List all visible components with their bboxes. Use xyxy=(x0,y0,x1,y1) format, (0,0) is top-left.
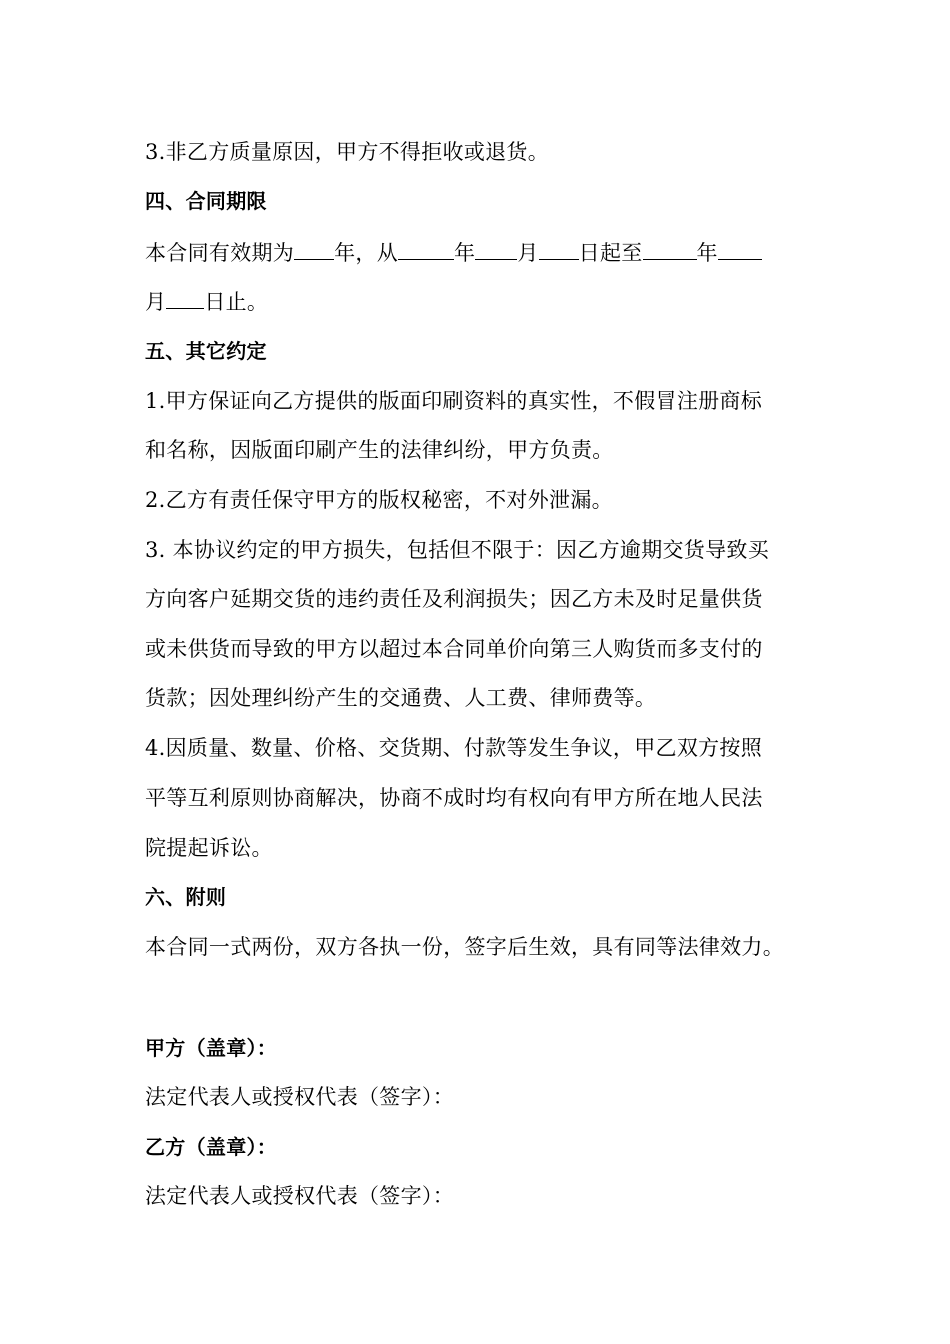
blank-start-year[interactable] xyxy=(398,237,454,260)
clause-5-4: 院提起诉讼。 xyxy=(145,836,273,860)
party-b-representative: 法定代表人或授权代表（签字）： xyxy=(145,1184,454,1208)
clause-5-3: 货款；因处理纠纷产生的交通费、人工费、律师费等。 xyxy=(145,686,657,710)
term-line-2 xyxy=(145,286,268,317)
term-text: 本合同有效期为 xyxy=(145,241,295,265)
term-text: 日止。 xyxy=(204,290,269,314)
clause-3-3: 3.非乙方质量原因，甲方不得拒收或退货。 xyxy=(145,140,550,164)
term-text: 月 xyxy=(517,241,539,265)
term-text: 年 xyxy=(454,241,476,265)
term-line-1 xyxy=(145,237,762,268)
heading-supplementary: 六、附则 xyxy=(145,885,227,909)
blank-years[interactable] xyxy=(294,237,334,260)
clause-5-1: 和名称，因版面印刷产生的法律纠纷，甲方负责。 xyxy=(145,438,614,462)
clause-5-4: 4.因质量、数量、价格、交货期、付款等发生争议，甲乙双方按照 xyxy=(145,736,763,760)
clause-5-2: 2.乙方有责任保守甲方的版权秘密，不对外泄漏。 xyxy=(145,488,613,512)
blank-end-month[interactable] xyxy=(718,237,762,260)
term-text: 月 xyxy=(145,290,167,314)
clause-5-4: 平等互利原则协商解决，协商不成时均有权向有甲方所在地人民法 xyxy=(145,786,763,810)
clause-5-1: 1.甲方保证向乙方提供的版面印刷资料的真实性，不假冒注册商标 xyxy=(145,389,763,413)
blank-end-day[interactable] xyxy=(166,286,204,309)
blank-end-year[interactable] xyxy=(643,237,697,260)
term-text: 年，从 xyxy=(334,241,399,265)
party-a-seal: 甲方（盖章）： xyxy=(145,1036,278,1060)
blank-start-day[interactable] xyxy=(539,237,579,260)
heading-contract-term: 四、合同期限 xyxy=(145,189,267,213)
party-a-representative: 法定代表人或授权代表（签字）： xyxy=(145,1085,454,1109)
clause-6: 本合同一式两份，双方各执一份，签字后生效，具有同等法律效力。 xyxy=(145,935,784,959)
clause-5-3: 方向客户延期交货的违约责任及利润损失；因乙方未及时足量供货 xyxy=(145,587,763,611)
term-text: 年 xyxy=(696,241,718,265)
clause-5-3: 或未供货而导致的甲方以超过本合同单价向第三人购货而多支付的 xyxy=(145,637,763,661)
party-b-seal: 乙方（盖章）： xyxy=(145,1135,278,1159)
heading-other-terms: 五、其它约定 xyxy=(145,339,267,363)
clause-5-3: 3. 本协议约定的甲方损失，包括但不限于：因乙方逾期交货导致买 xyxy=(145,538,770,562)
term-text: 日起至 xyxy=(578,241,643,265)
blank-start-month[interactable] xyxy=(475,237,517,260)
